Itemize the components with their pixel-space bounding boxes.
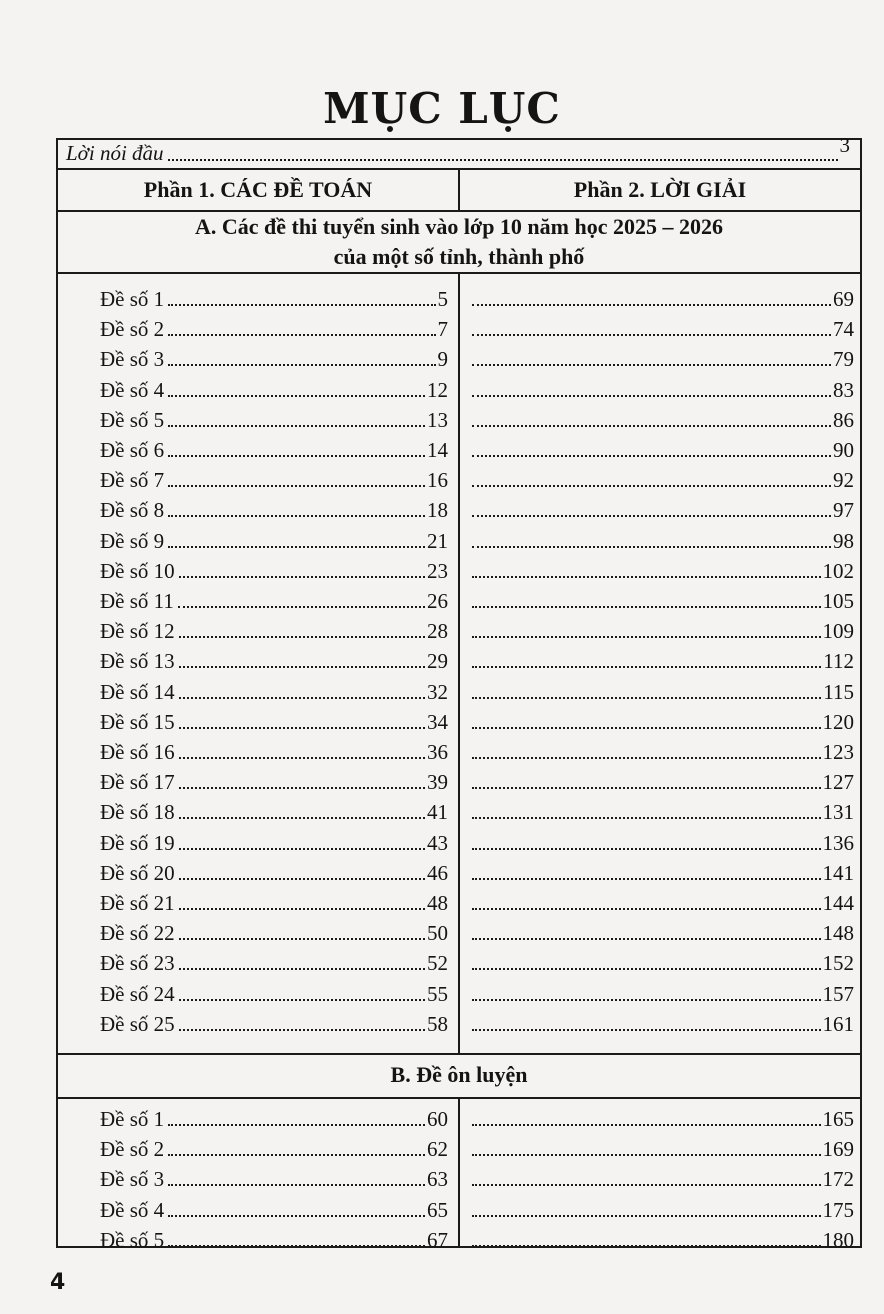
dot-leader [472, 576, 821, 578]
entry-label: Đề số 14 [100, 679, 175, 704]
entry-label: Đề số 13 [100, 649, 175, 674]
solution-page: 172 [822, 1167, 854, 1192]
dot-leader [472, 999, 821, 1001]
toc-entry-problem [100, 433, 448, 463]
entry-label: Đề số 8 [100, 498, 165, 523]
toc-entry-solution [472, 524, 854, 554]
toc-entry-problem [100, 282, 448, 312]
toc-entry-problem [100, 403, 448, 433]
dot-leader [472, 1154, 821, 1156]
entry-label: Đề số 12 [100, 619, 175, 644]
toc-entry-solution [472, 856, 854, 886]
toc-entry-problem [100, 342, 448, 372]
dot-leader [472, 727, 821, 729]
toc-entry-problem [100, 826, 448, 856]
dot-leader [472, 455, 831, 457]
problem-page: 67 [427, 1227, 448, 1252]
toc-entry-problem [100, 644, 448, 674]
dot-leader [179, 817, 425, 819]
entry-label: Đề số 4 [100, 1197, 165, 1222]
dot-leader [472, 1124, 821, 1126]
column-divider [458, 170, 460, 210]
dot-leader [472, 636, 821, 638]
solution-page: 144 [822, 891, 854, 915]
problem-page: 29 [427, 649, 448, 674]
dot-leader [168, 395, 425, 397]
toc-entry-solution [472, 644, 854, 674]
part1-header: Phần 1. CÁC ĐỀ TOÁN [143, 177, 373, 202]
solution-page: 141 [822, 860, 854, 885]
solution-page: 79 [833, 347, 854, 372]
toc-entry-problem [100, 946, 448, 976]
toc-entry-solution [472, 1162, 854, 1192]
dot-leader [472, 848, 821, 850]
toc-entry-solution [472, 826, 854, 856]
dot-leader [472, 817, 821, 819]
problem-page: 48 [427, 891, 448, 915]
problem-page: 65 [427, 1197, 448, 1222]
problem-page: 16 [427, 468, 448, 493]
dot-leader [472, 515, 831, 517]
toc-entry-solution [472, 977, 854, 1007]
toc-entry-solution [472, 886, 854, 916]
solution-page: 180 [822, 1227, 854, 1252]
entry-label: Đề số 2 [100, 1137, 165, 1162]
problem-page: 14 [427, 438, 448, 462]
toc-entry-solution [472, 795, 854, 825]
dot-leader [168, 1184, 425, 1186]
dot-leader [179, 576, 425, 578]
section-a-title-line2: của một số tỉnh, thành phố [333, 244, 585, 269]
toc-entry-solution [472, 312, 854, 342]
preface-page: 3 [839, 133, 850, 157]
page-number: 4 [50, 1270, 66, 1295]
entry-label: Đề số 5 [100, 1227, 165, 1252]
entry-label: Đề số 21 [100, 891, 175, 915]
problem-page: 28 [427, 619, 448, 644]
dot-leader [168, 546, 425, 548]
problem-page: 52 [427, 951, 448, 976]
entry-label: Đề số 5 [100, 407, 165, 432]
dot-leader [472, 757, 821, 759]
solution-page: 83 [833, 377, 854, 402]
problem-page: 18 [427, 498, 448, 523]
toc-entry-solution [472, 765, 854, 795]
column-divider [458, 1097, 460, 1248]
problem-page: 39 [427, 770, 448, 795]
toc-entry-problem [100, 977, 448, 1007]
entry-label: Đề số 18 [100, 800, 175, 825]
entry-label: Đề số 23 [100, 951, 175, 976]
dot-leader [472, 666, 821, 668]
solution-page: 152 [822, 951, 854, 976]
entry-label: Đề số 22 [100, 921, 175, 946]
dot-leader [168, 304, 435, 306]
column-divider [458, 272, 460, 1053]
toc-entry-problem [100, 795, 448, 825]
toc-entry-solution [472, 403, 854, 433]
dot-leader [168, 485, 425, 487]
toc-entry-problem [100, 705, 448, 735]
dot-leader [472, 1215, 821, 1217]
dot-leader [472, 908, 821, 910]
dot-leader [168, 364, 435, 366]
entry-label: Đề số 10 [100, 558, 175, 583]
problem-page: 23 [427, 558, 448, 583]
toc-entry-problem [100, 312, 448, 342]
toc-entry-solution [472, 916, 854, 946]
solution-page: 112 [823, 649, 854, 674]
dot-leader [472, 938, 821, 940]
toc-entry-problem [100, 675, 448, 705]
section-a-header [58, 212, 860, 272]
solution-page: 74 [833, 317, 854, 342]
problem-page: 62 [427, 1137, 448, 1162]
section-a-title-line1: A. Các đề thi tuyển sinh vào lớp 10 năm học 2025 – 2026 [194, 214, 723, 239]
dot-leader [472, 1029, 821, 1031]
toc-entry-solution [472, 1007, 854, 1037]
dot-leader [472, 304, 831, 306]
toc-entry-problem [100, 735, 448, 765]
problem-page: 58 [427, 1011, 448, 1036]
toc-entry-problem [100, 886, 448, 916]
problem-page: 34 [427, 709, 448, 734]
dot-leader [472, 968, 821, 970]
solution-page: 148 [822, 921, 854, 946]
entry-label: Đề số 3 [100, 1167, 165, 1192]
solution-page: 115 [823, 679, 854, 704]
solution-page: 123 [822, 740, 854, 764]
dot-leader [179, 908, 425, 910]
dot-leader [179, 878, 425, 880]
dot-leader [472, 787, 821, 789]
toc-entry-solution [472, 1223, 854, 1253]
toc-entry-problem [100, 1193, 448, 1223]
solution-page: 105 [822, 589, 854, 613]
dot-leader [472, 1184, 821, 1186]
entry-label: Đề số 2 [100, 317, 165, 342]
solution-page: 97 [833, 498, 854, 523]
toc-entry-problem [100, 765, 448, 795]
dot-leader [472, 697, 821, 699]
dot-leader [179, 968, 425, 970]
dot-leader [472, 606, 821, 608]
solution-page: 98 [833, 528, 854, 553]
solution-page: 165 [822, 1107, 854, 1131]
dot-leader [472, 546, 831, 548]
problem-page: 55 [427, 981, 448, 1006]
toc-entry-problem [100, 1132, 448, 1162]
problem-page: 63 [427, 1167, 448, 1192]
solution-page: 102 [822, 558, 854, 583]
toc-entry-problem [100, 584, 448, 614]
toc-entry-problem [100, 554, 448, 584]
toc-entry-solution [472, 342, 854, 372]
problem-page: 32 [427, 679, 448, 704]
section-b-header [58, 1053, 860, 1097]
dot-leader [472, 334, 831, 336]
solution-page: 90 [833, 438, 854, 462]
toc-entry-solution [472, 373, 854, 403]
page-title: MỤC LỤC [323, 84, 561, 133]
dot-leader [168, 515, 425, 517]
toc-entry-solution [472, 946, 854, 976]
toc-entry-problem [100, 1007, 448, 1037]
dot-leader [168, 1215, 425, 1217]
entry-label: Đề số 3 [100, 347, 165, 372]
solution-page: 127 [822, 770, 854, 795]
dot-leader [179, 636, 425, 638]
toc-entry-solution [472, 493, 854, 523]
dot-leader [472, 364, 831, 366]
dot-leader [168, 159, 838, 161]
dot-leader [472, 425, 831, 427]
dot-leader [168, 455, 425, 457]
problem-page: 13 [427, 407, 448, 432]
solution-page: 131 [822, 800, 854, 825]
problem-page: 12 [427, 377, 448, 402]
dot-leader [168, 425, 425, 427]
toc-entry-solution [472, 1193, 854, 1223]
problem-page: 26 [427, 589, 448, 613]
solution-page: 157 [822, 981, 854, 1006]
toc-entry-solution [472, 433, 854, 463]
entry-label: Đề số 16 [100, 740, 175, 764]
dot-leader [179, 697, 425, 699]
toc-entry-solution [472, 675, 854, 705]
dot-leader [179, 666, 425, 668]
entry-label: Đề số 15 [100, 709, 175, 734]
toc-entry-problem [100, 373, 448, 403]
dot-leader [178, 606, 425, 608]
dot-leader [179, 727, 425, 729]
entry-label: Đề số 1 [100, 287, 165, 311]
divider [58, 1053, 860, 1055]
entry-label: Đề số 9 [100, 528, 165, 553]
entry-label: Đề số 20 [100, 860, 175, 885]
solution-page: 69 [833, 287, 854, 311]
problem-page: 41 [427, 800, 448, 825]
toc-entry-solution [472, 584, 854, 614]
entry-label: Đề số 24 [100, 981, 175, 1006]
toc-entry-problem [100, 524, 448, 554]
toc-entry-solution [472, 735, 854, 765]
toc-entry-problem [100, 1223, 448, 1253]
problem-page: 5 [437, 287, 448, 311]
dot-leader [179, 1029, 425, 1031]
toc-entry-solution [472, 705, 854, 735]
preface-label: Lời nói đầu [66, 141, 164, 165]
dot-leader [179, 757, 425, 759]
dot-leader [168, 1154, 425, 1156]
entry-label: Đề số 19 [100, 830, 175, 855]
toc-entry-problem [100, 1162, 448, 1192]
entry-label: Đề số 6 [100, 438, 165, 462]
problem-page: 60 [427, 1107, 448, 1131]
problem-page: 21 [427, 528, 448, 553]
problem-page: 46 [427, 860, 448, 885]
solution-page: 136 [822, 830, 854, 855]
entry-label: Đề số 1 [100, 1107, 165, 1131]
solution-page: 109 [822, 619, 854, 644]
solution-page: 169 [822, 1137, 854, 1162]
entry-label: Đề số 17 [100, 770, 175, 795]
toc-entry-problem [100, 463, 448, 493]
solution-page: 86 [833, 407, 854, 432]
dot-leader [168, 334, 435, 336]
solution-page: 120 [822, 709, 854, 734]
problem-page: 50 [427, 921, 448, 946]
dot-leader [472, 395, 831, 397]
toc-entry-problem [100, 493, 448, 523]
part2-header: Phần 2. LỜI GIẢI [573, 177, 747, 202]
dot-leader [179, 787, 425, 789]
section-b-title: B. Đề ôn luyện [390, 1062, 528, 1087]
preface-row [58, 133, 860, 170]
entry-label: Đề số 25 [100, 1011, 175, 1036]
toc-entry-solution [472, 463, 854, 493]
dot-leader [472, 878, 821, 880]
solution-page: 175 [822, 1197, 854, 1222]
solution-page: 92 [833, 468, 854, 493]
dot-leader [179, 848, 425, 850]
dot-leader [168, 1245, 425, 1247]
toc-entry-solution [472, 282, 854, 312]
dot-leader [472, 1245, 821, 1247]
problem-page: 36 [427, 740, 448, 764]
dot-leader [168, 1124, 425, 1126]
toc-entry-problem [100, 856, 448, 886]
toc-entry-solution [472, 554, 854, 584]
entry-label: Đề số 11 [100, 589, 174, 613]
entry-label: Đề số 7 [100, 468, 165, 493]
problem-page: 43 [427, 830, 448, 855]
solution-page: 161 [822, 1011, 854, 1036]
toc-entry-problem [100, 916, 448, 946]
toc-entry-problem [100, 1102, 448, 1132]
dot-leader [179, 938, 425, 940]
entry-label: Đề số 4 [100, 377, 165, 402]
toc-entry-solution [472, 1132, 854, 1162]
toc-entry-problem [100, 614, 448, 644]
toc-entry-solution [472, 1102, 854, 1132]
problem-page: 9 [437, 347, 448, 372]
table-of-contents [56, 133, 862, 1252]
dot-leader [472, 485, 831, 487]
toc-entry-solution [472, 614, 854, 644]
dot-leader [179, 999, 425, 1001]
problem-page: 7 [437, 317, 448, 342]
